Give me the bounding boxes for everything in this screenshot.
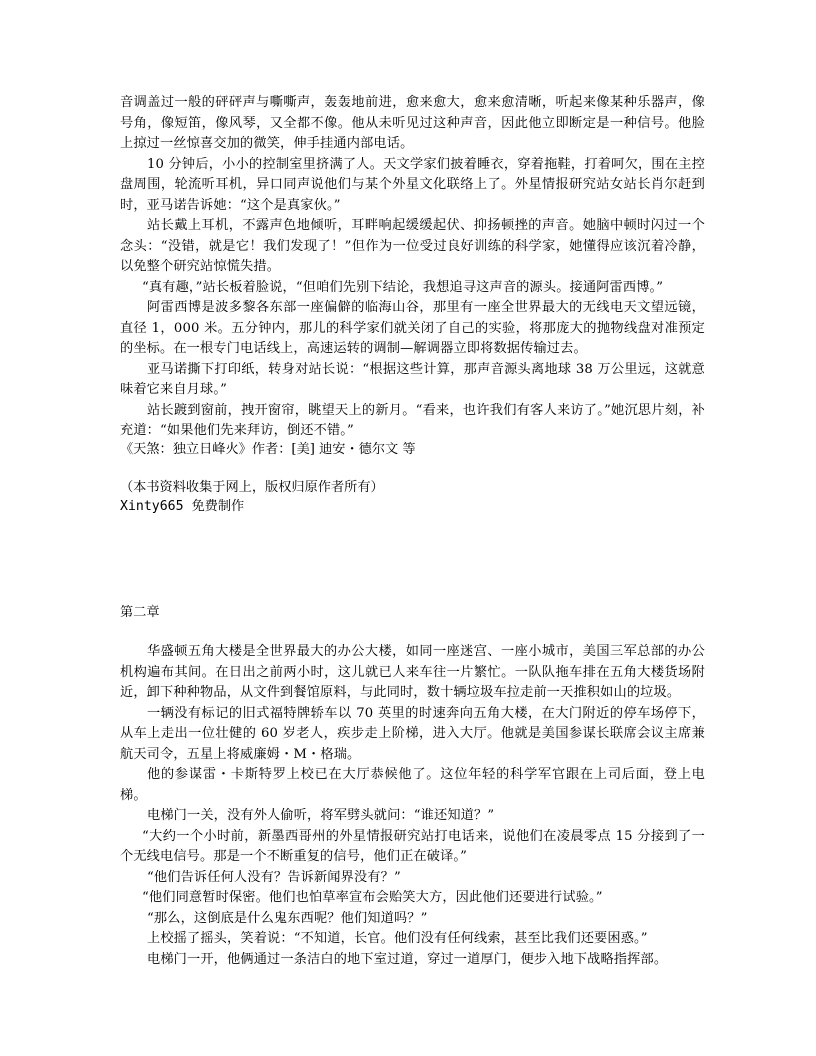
- book-title-author-line: 《天煞：独立日峰火》作者：[美] 迪安・德尔文 等: [120, 442, 416, 457]
- paragraph: 电梯门一关，没有外人偷听，将军劈头就问：“谁还知道？”: [147, 808, 495, 823]
- paragraph: “那么，这倒底是什么鬼东西呢？他们知道吗？”: [147, 910, 428, 926]
- copyright-note: （本书资料收集于网上，版权归原作者所有）: [120, 480, 384, 495]
- paragraph: “真有趣，”站长板着脸说，“但咱们先别下结论，我想追寻这声音的源头。接通阿雷西博。”: [142, 279, 664, 295]
- section-2-text: [120, 642, 705, 970]
- paragraph: 华盛顿五角大楼是全世界最大的办公大楼，如同一座迷宫、一座小城市，美国三军总部的办公机构遍布其间。在日出之前两小时，这儿就已人来车往一片繁忙。一队队拖车排在五角大楼货场附近，卸下种种物品，从文件到餐馆原料，与此同时，数十辆垃圾车拉走前一天推积如山的垃圾。: [120, 644, 705, 700]
- paragraph: 阿雷西博是波多黎各东部一座偏僻的临海山谷，那里有一座全世界最大的无线电天文望远镜，直径 1，000 米。五分钟内，那儿的科学家们就关闭了自己的实验，将那庞大的抛物线盘对准预定的坐标。在一根专门电话线上，高速运转的调制—解调器立即将数据传输过去。: [120, 300, 705, 356]
- paragraph: 一辆没有标记的旧式福特牌轿车以 70 英里的时速奔向五角大楼，在大门附近的停车场停下，从车上走出一位壮健的 60 岁老人，疾步走上阶梯，进入大厅。他就是美国参谋长联席会议主席兼航天司令，五星上将威廉姆・M・格瑞。: [120, 705, 705, 762]
- paragraph: 上校摇了摇头，笑着说：“不知道，长官。他们没有任何线索，甚至比我们还要困惑。”: [147, 931, 648, 946]
- paragraph: 音调盖过一般的砰砰声与嘶嘶声，轰轰地前进，愈来愈大，愈来愈清晰，听起来像某种乐器声，像号角，像短笛，像风琴，又全都不像。他从未听见过这种声音，因此他立即断定是一种信号。他脸上掠过一丝惊喜交加的微笑，伸手挂通内部电话。: [120, 95, 705, 151]
- paragraph: “大约一个小时前，新墨西哥州的外星情报研究站打电话来，说他们在凌晨零点 15 分接到了一个无线电信号。那是一个不断重复的信号，他们正在破译。”: [120, 828, 705, 864]
- chapter-heading: 第二章: [120, 605, 160, 620]
- paragraph: “他们告诉任何人没有？告诉新闻界没有？”: [147, 869, 401, 885]
- paragraph: 电梯门一开，他俩通过一条洁白的地下室过道，穿过一道厚门，便步入地下战略指挥部。: [147, 951, 668, 967]
- paragraph: “他们同意暂时保密。他们也怕草率宣布会贻笑大方，因此他们还要进行试验。”: [142, 890, 603, 905]
- paragraph: 站长踱到窗前，拽开窗帘，眺望天上的新月。“看来，也许我们有客人来访了。”她沉思片刻，补充道：“如果他们先来拜访，倒还不错。”: [120, 402, 705, 438]
- paragraph: 亚马诺撕下打印纸，转身对站长说：“根据这些计算，那声音源头离地球 38 万公里远，这就意味着它来自月球。”: [120, 361, 705, 397]
- paragraph: 他的参谋雷・卡斯特罗上校已在大厅恭候他了。这位年轻的科学军官跟在上司后面，登上电梯。: [120, 767, 705, 803]
- producer-credit: Xinty665 免费制作: [120, 499, 245, 514]
- section-1-text: [120, 93, 705, 442]
- paragraph: 站长戴上耳机，不露声色地倾听，耳畔响起缓缓起伏、抑扬顿挫的声音。她脑中顿时闪过一个念头：“没错，就是它！我们发现了！”但作为一位受过良好训练的科学家，她懂得应该沉着冷静，以免整个研究站惊慌失措。: [120, 218, 705, 274]
- paragraph: 10 分钟后，小小的控制室里挤满了人。天文学家们披着睡衣，穿着拖鞋，打着呵欠，围在主控盘周围，轮流听耳机，异口同声说他们与某个外星文化联络上了。外星情报研究站女站长肖尔赶到时，亚马诺告诉她：“这个是真家伙。”: [120, 156, 705, 213]
